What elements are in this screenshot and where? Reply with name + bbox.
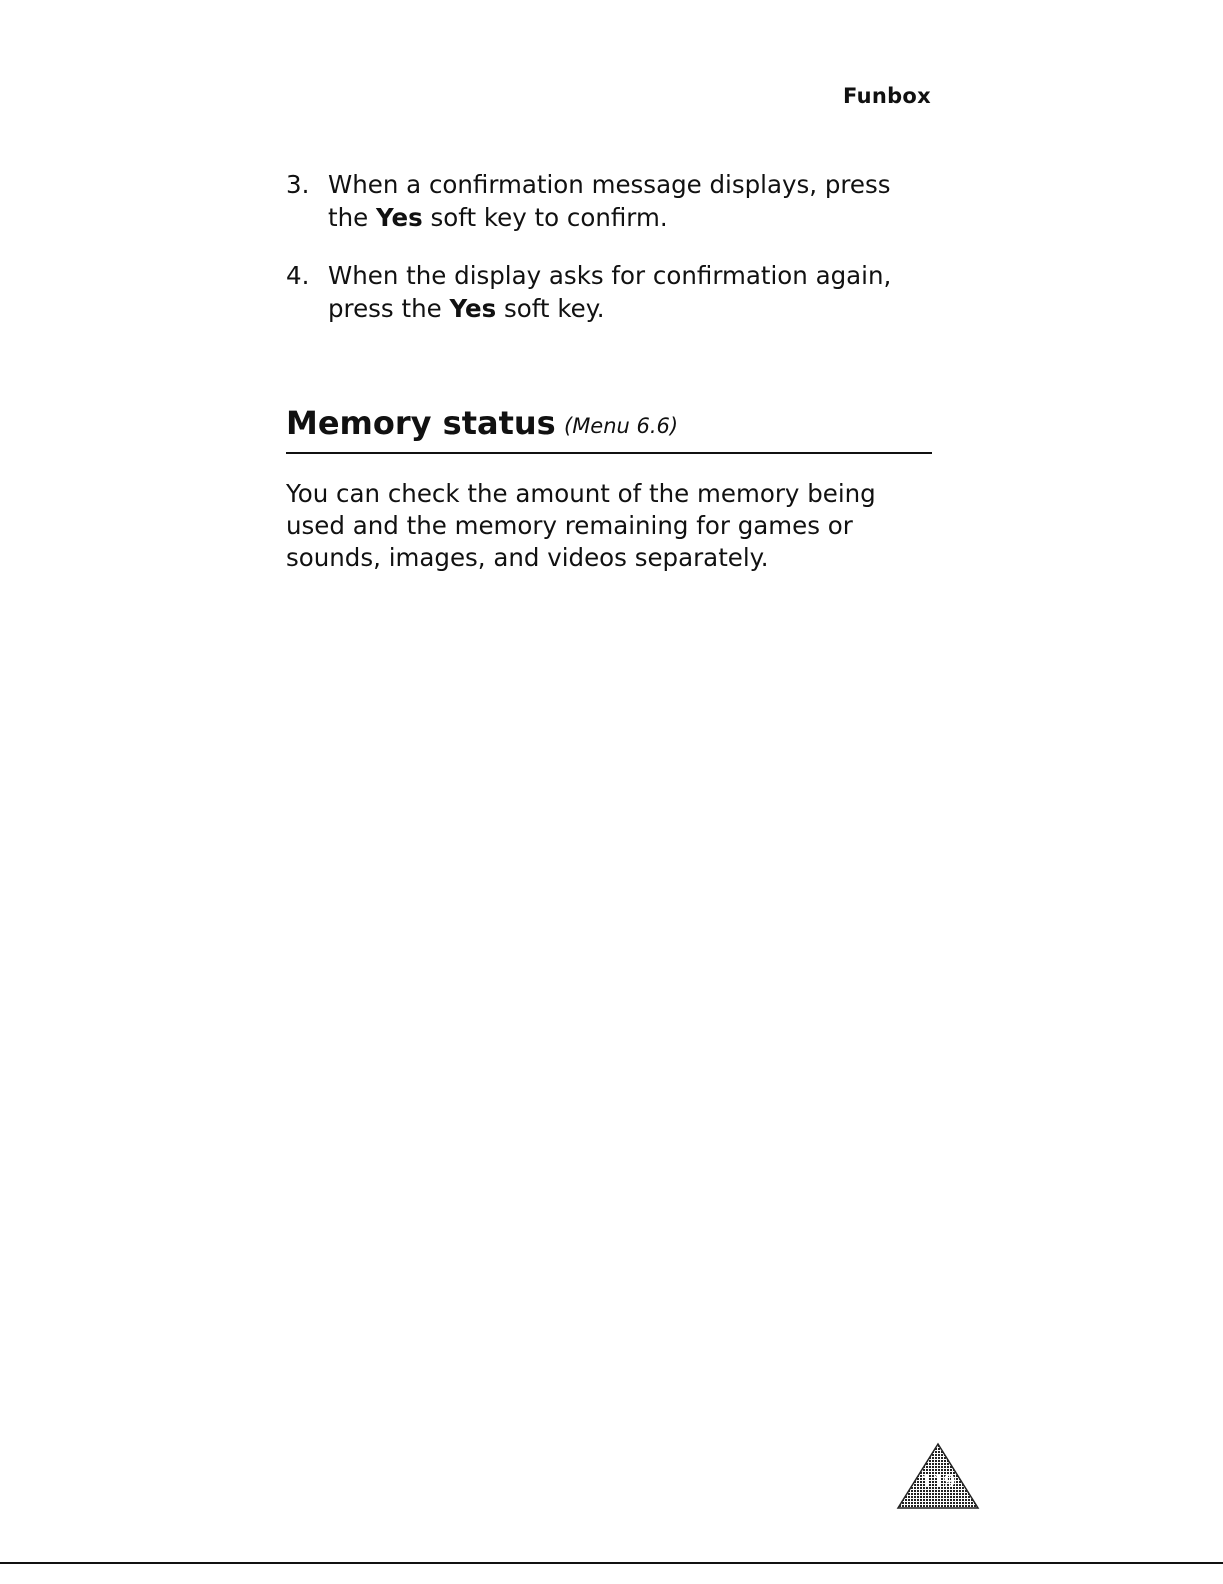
bottom-divider xyxy=(0,1562,1223,1564)
steps-list xyxy=(286,168,926,350)
step-text-after: soft key to confirm. xyxy=(422,203,668,232)
section-menu-reference: (Menu 6.6) xyxy=(564,414,679,438)
step-text xyxy=(328,170,891,232)
page-number: 119 xyxy=(921,1472,955,1492)
step-bold-key: Yes xyxy=(449,294,497,323)
step-bold-key: Yes xyxy=(376,203,423,232)
section-heading xyxy=(286,402,932,454)
step-text-before: When the display asks for confirmation again, press the xyxy=(328,261,892,323)
section-title: Memory status xyxy=(286,404,556,442)
page-number-marker xyxy=(896,1442,980,1510)
list-item xyxy=(286,259,926,325)
list-item xyxy=(286,168,926,234)
running-header: Funbox xyxy=(842,84,931,108)
step-text xyxy=(328,261,891,323)
step-text-after: soft key. xyxy=(496,294,605,323)
step-text-before: When a confirmation message displays, press the xyxy=(328,170,891,232)
step-number: 3. xyxy=(286,170,310,199)
section-body: You can check the amount of the memory being used and the memory remaining for games or sounds, images, and videos separately. xyxy=(286,479,876,572)
step-number: 4. xyxy=(286,261,310,290)
